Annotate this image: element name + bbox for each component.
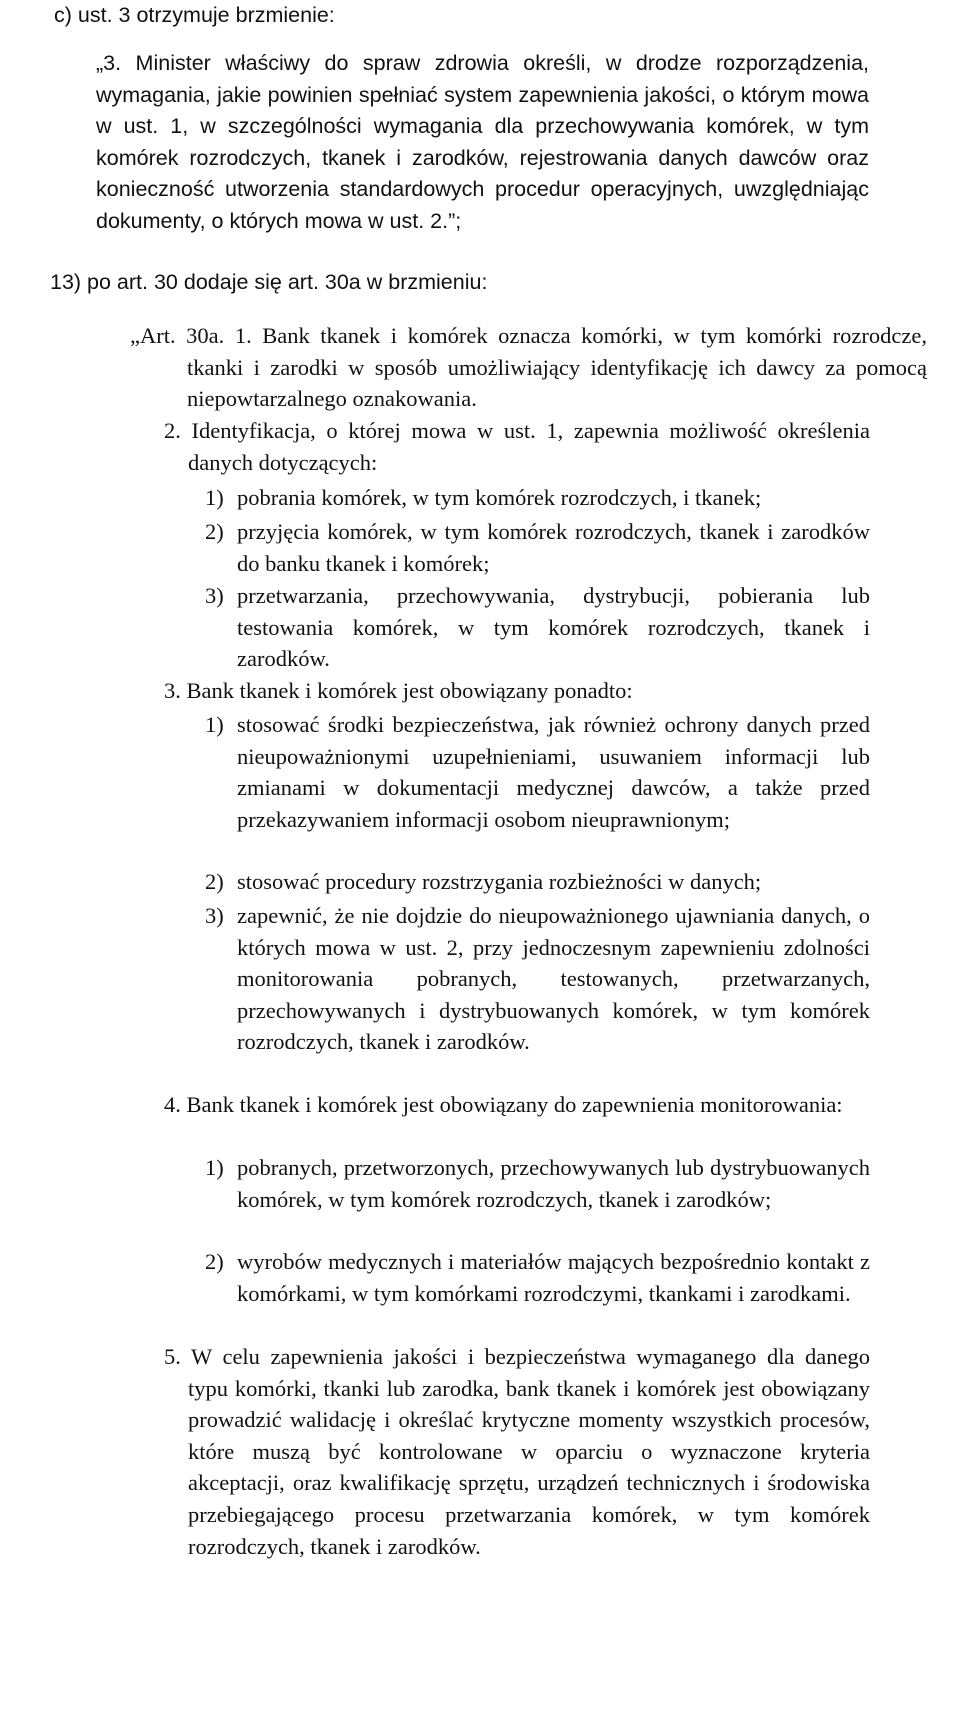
list-item <box>205 866 870 898</box>
list-item-number: 2) <box>205 519 224 544</box>
list-item-text: pobrania komórek, w tym komórek rozrodczych, i tkanek; <box>237 485 762 510</box>
list-item-text: przetwarzania, przechowywania, dystrybucji, pobierania lub testowania komórek, w tym komórek rozrodczych, tkanek i zarodków. <box>237 583 870 672</box>
amendment-quoted-paragraph: „3. Minister właściwy do spraw zdrowia określi, w drodze rozporządzenia, wymagania, jakie powinien spełniać system zapewnienia jakości, o którym mowa w ust. 1, w szczególności wymagania dla przechowywania komórek, w tym komórek rozrodczych, tkanek i zarodków, rejestrowania danych dawców oraz konieczność utworzenia standardowych procedur operacyjnych, uwzględniając dokumenty, o których mowa w ust. 2.”; <box>96 51 869 233</box>
list-item <box>205 1246 870 1309</box>
list-item-text: stosować procedury rozstrzygania rozbieżności w danych; <box>237 869 762 894</box>
list-item-number: 3) <box>205 583 224 608</box>
list-item <box>205 709 870 835</box>
list-item <box>205 580 870 675</box>
list-item <box>205 900 870 1058</box>
art30a-paragraph-2-intro: 2. Identyfikacja, o której mowa w ust. 1, zapewnia możliwość określenia danych dotyczących: <box>164 418 870 475</box>
list-item <box>205 516 870 579</box>
list-item-number: 2) <box>205 1249 224 1274</box>
art30a-paragraph-1: „Art. 30a. 1. Bank tkanek i komórek oznacza komórki, w tym komórki rozrodcze, tkanki i zarodki w sposób umożliwiający identyfikację ich dawcy za pomocą niepowtarzalnego oznakowania. <box>130 323 927 412</box>
list-item-number: 1) <box>205 712 224 737</box>
list-item-text: zapewnić, że nie dojdzie do nieupoważnionego ujawniania danych, o których mowa w ust. 2, przy jednoczesnym zapewnieniu zdolności monitorowania pobranych, testowanych, przetwarzanych, przechowywanych i dystrybuowanych komórek, w tym komórek rozrodczych, tkanek i zarodków. <box>237 903 870 1055</box>
list-item-text: stosować środki bezpieczeństwa, jak również ochrony danych przed nieupoważnionymi uzupełnieniami, usuwaniem informacji lub zmianami w dokumentacji medycznej dawców, a także przed przekazywaniem informacji osobom nieuprawnionym; <box>237 712 870 832</box>
list-item-text: pobranych, przetworzonych, przechowywanych lub dystrybuowanych komórek, w tym komórek rozrodczych, tkanek i zarodków; <box>237 1155 870 1212</box>
list-item-number: 1) <box>205 1155 224 1180</box>
list-item-number: 3) <box>205 903 224 928</box>
amendment-intro: c) ust. 3 otrzymuje brzmienie: <box>54 3 335 27</box>
list-item-text: wyrobów medycznych i materiałów mających bezpośrednio kontakt z komórkami, w tym komórkami rozrodczymi, tkankami i zarodkami. <box>237 1249 870 1306</box>
list-item <box>205 482 870 514</box>
point-13: 13) po art. 30 dodaje się art. 30a w brzmieniu: <box>50 270 488 294</box>
list-item-number: 2) <box>205 869 224 894</box>
art30a-paragraph-5: 5. W celu zapewnienia jakości i bezpieczeństwa wymaganego dla danego typu komórki, tkanki lub zarodka, bank tkanek i komórek jest obowiązany prowadzić walidację i określać krytyczne momenty wszystkich procesów, które muszą być kontrolowane w oparciu o wyznaczone kryteria akceptacji, oraz kwalifikację sprzętu, urządzeń technicznych i środowiska przebiegającego procesu przetwarzania komórek, w tym komórek rozrodczych, tkanek i zarodków. <box>164 1344 870 1559</box>
list-item <box>205 1152 870 1215</box>
art30a-paragraph-3-intro: 3. Bank tkanek i komórek jest obowiązany ponadto: <box>164 678 633 703</box>
list-item-text: przyjęcia komórek, w tym komórek rozrodczych, tkanek i zarodków do banku tkanek i komórek; <box>237 519 870 576</box>
list-item-number: 1) <box>205 485 224 510</box>
art30a-paragraph-4-intro: 4. Bank tkanek i komórek jest obowiązany do zapewnienia monitorowania: <box>164 1092 843 1117</box>
